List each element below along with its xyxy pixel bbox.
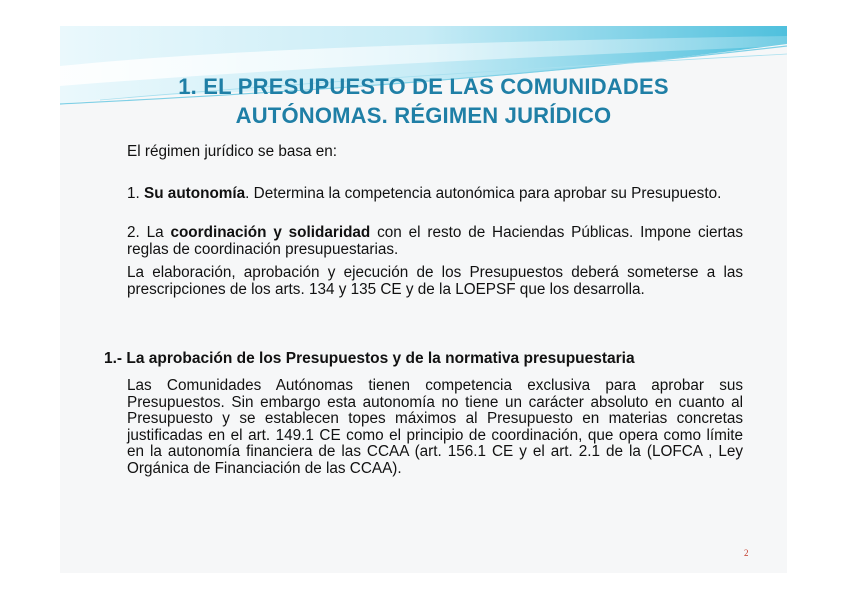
item1-text: . Determina la competencia autonómica para aprobar su Presupuesto. <box>245 185 722 202</box>
paragraph-ccaa: Las Comunidades Autónomas tienen competencia exclusiva para aprobar sus Presupuestos. Sin embargo esta autonomía no tiene un carácter absoluto en cuanto al Presupuesto y se establecen topes máximos al Presupuesto en materias concretas justificadas en el art. 149.1 CE como el principio de coordinación, que opera como límite en la autonomía financiera de las CCAA (art. 156.1 CE y el art. 2.1 de la (LOFCA , Ley Orgánica de Financiación de las CCAA). <box>127 377 743 477</box>
slide-title <box>60 72 787 130</box>
paragraph-elaboracion: La elaboración, aprobación y ejecución de los Presupuestos deberá someterse a las prescripciones de los arts. 134 y 135 CE y de la LOEPSF que los desarrolla. <box>127 264 743 298</box>
section-heading: 1.- La aprobación de los Presupuestos y de la normativa presupuestaria <box>104 350 635 367</box>
slide <box>60 26 787 573</box>
intro-text: El régimen jurídico se basa en: <box>127 143 338 160</box>
list-item-coordinacion <box>127 225 743 258</box>
page-number: 2 <box>744 548 749 558</box>
item1-bold: Su autonomía <box>144 185 246 202</box>
item2-text: con el resto de Haciendas Públicas. Impone ciertas reglas de coordinación presupuestarias. <box>127 224 743 258</box>
title-line-1: 1. EL PRESUPUESTO DE LAS COMUNIDADES <box>178 74 669 99</box>
item2-bold: coordinación y solidaridad <box>170 224 371 241</box>
item1-number: 1. <box>127 185 140 202</box>
title-line-2: AUTÓNOMAS. RÉGIMEN JURÍDICO <box>235 103 612 128</box>
item2-number: 2. La <box>127 224 164 241</box>
list-item-autonomia <box>127 186 743 203</box>
